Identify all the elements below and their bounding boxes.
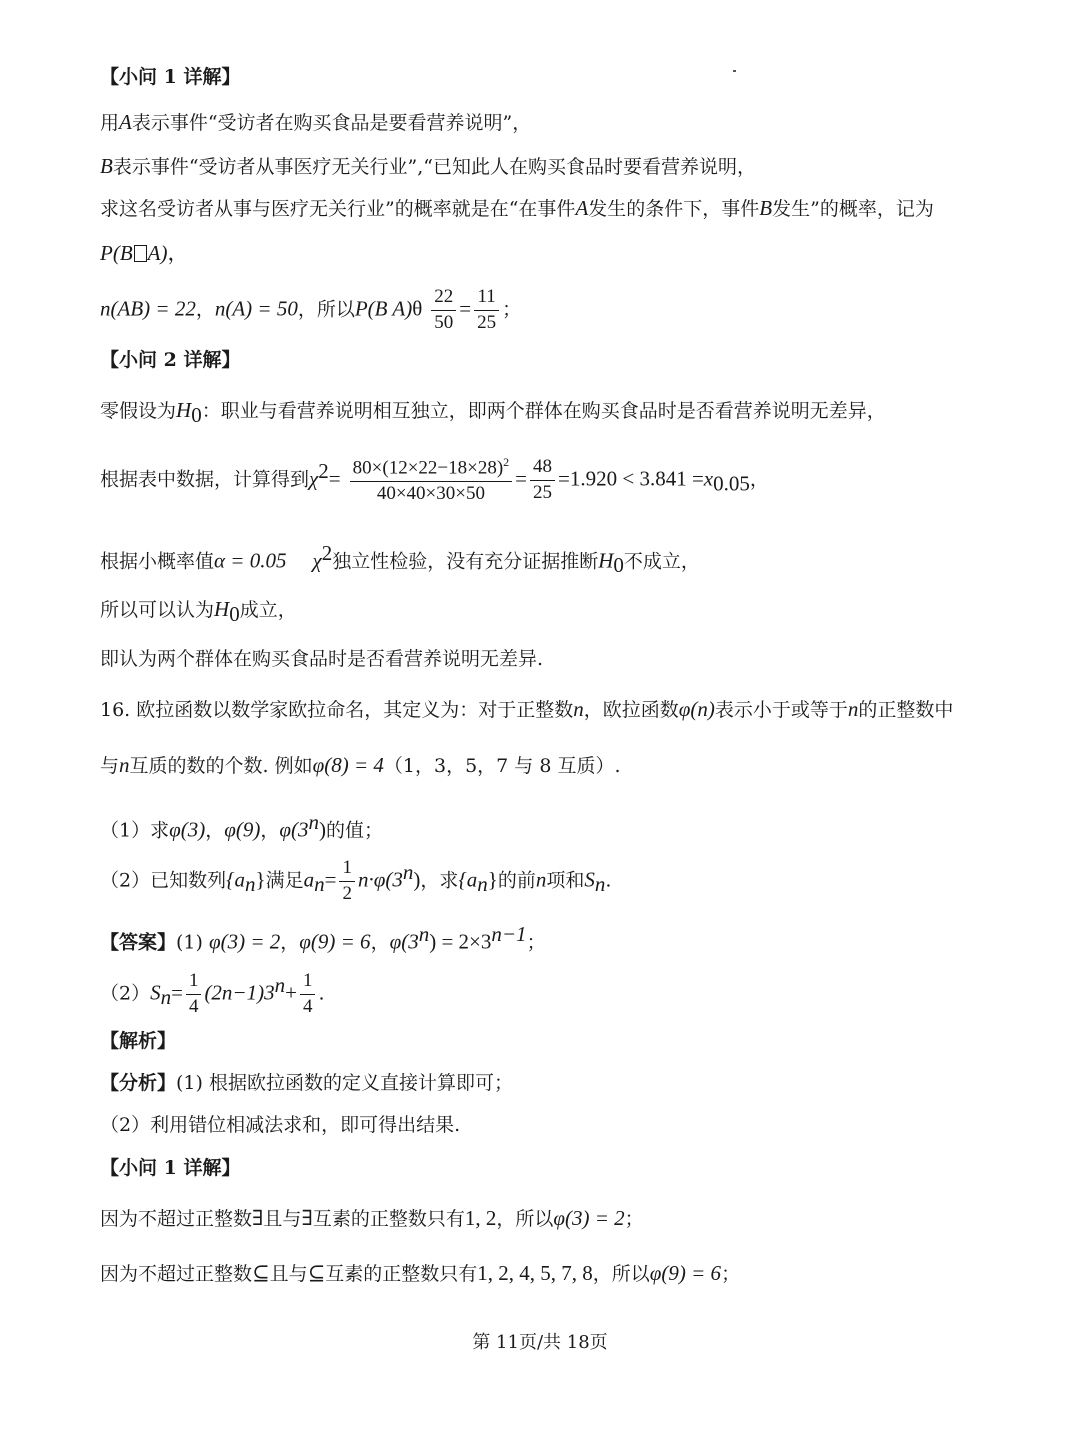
answer-part-2: $(2)S_n=$ $\frac{1}{4}$ $(2n-1)3^n+$ $\frac{1}{4}$ . xyxy=(100,970,325,1017)
q15-line-3: 求这名受访者从事与医疗无关行业”的概率就是在“在事件A发生的条件下，事件B发生”的概率，记为 xyxy=(100,196,934,220)
missing-glyph-box xyxy=(134,245,147,262)
subquestion-2-heading: 【小问 2 详解】 xyxy=(100,349,241,371)
q16-part-2: （2）已知数列$\{a_n\}$满足$a_n=$ $\frac{1}{2}$ $n\cdot\varphi(3^n)$，求$\{a_n\}$的前n项和$S_n$. xyxy=(100,857,612,904)
q15-line-1: 用A表示事件“受访者在购买食品是要看营养说明”， xyxy=(100,110,532,134)
conclusion-line-2: 即认为两个群体在购买食品时是否看营养说明无差异. xyxy=(100,648,544,670)
chi-square-fraction: $\frac{80\times(12\times 22-18\times 28)^2}{40\times 40\times 30\times 50}$ xyxy=(350,455,513,506)
answer-part-1: 【答案】(1) φ(3) = 2，φ(9) = 6，$\varphi(3^n) = 2\times 3^{n-1}$； xyxy=(100,922,546,954)
subquestion-1-heading: 【小问 1 详解】 xyxy=(100,66,241,88)
fraction-1-4-a: $\frac{1}{4}$ xyxy=(186,970,202,1019)
analysis-part-2: （2）利用错位相减法求和，即可得出结果. xyxy=(100,1114,461,1136)
q16-part-1: （1）求φ(3)，φ(9)，φ(3$^n$)的值； xyxy=(100,810,383,842)
fraction-1-4-b: $\frac{1}{4}$ xyxy=(300,970,316,1019)
analysis-part-1: 【分析】(1) 根据欧拉函数的定义直接计算即可； xyxy=(100,1072,513,1094)
q16-statement-line-2: 与n互质的数的个数. 例如φ(8) = 4（1，3，5，7 与 8 互质）. xyxy=(100,753,621,777)
q16-subquestion-1-heading: 【小问 1 详解】 xyxy=(100,1157,241,1179)
analysis-heading: 【解析】 xyxy=(100,1030,177,1052)
chi-square-calculation: 根据表中数据，计算得到$\chi^2=$ $\frac{80\times(12\times 22-18\times 28)^2}{40\times 40\times 30\times 50}$ = $\frac{48}{25}$ $=1.920 < 3.841 =x_{0.05}$， xyxy=(100,455,769,505)
probability-calculation: n(AB) = 22，n(A) = 50，所以P(B A)θ $\frac{22}{50}$ = $\frac{11}{25}$ ； xyxy=(100,286,522,333)
fraction-11-25: $\frac{11}{25}$ xyxy=(474,286,499,335)
fraction-48-25: $\frac{48}{25}$ xyxy=(530,456,555,505)
conclusion-line-1: 所以可以认为$H_0$成立， xyxy=(100,597,297,626)
q16-statement-line-1: 16. 欧拉函数以数学家欧拉命名，其定义为：对于正整数n，欧拉函数φ(n)表示小于或等于n的正整数中 xyxy=(100,697,954,721)
answer-label: 【答案】 xyxy=(100,931,177,954)
page-number-footer: 第 11页/共 18页 xyxy=(472,1332,608,1353)
q15-line-2: B表示事件“受访者从事医疗无关行业”,“已知此人在购买食品时要看营养说明， xyxy=(100,154,757,178)
fraction-22-50: $\frac{22}{50}$ xyxy=(431,286,456,335)
fraction-1-2: $\frac{1}{2}$ xyxy=(339,857,355,906)
detail-line-phi9: 因为不超过正整数⊆且与⊆互素的正整数只有1, 2, 4, 5, 7, 8，所以φ(9) = 6； xyxy=(100,1261,741,1285)
null-hypothesis: 零假设为$H_0$：职业与看营养说明相互独立，即两个群体在购买食品时是否看营养说明无差异， xyxy=(100,398,886,427)
detail-line-phi3: 因为不超过正整数∃且与∃互素的正整数只有1, 2，所以φ(3) = 2； xyxy=(100,1206,644,1230)
conditional-probability-notation: P(B A)， xyxy=(100,241,189,265)
significance-test-line: 根据小概率值α = 0.05 $\chi^2$独立性检验，没有充分证据推断$H_0$不成立， xyxy=(100,541,700,578)
